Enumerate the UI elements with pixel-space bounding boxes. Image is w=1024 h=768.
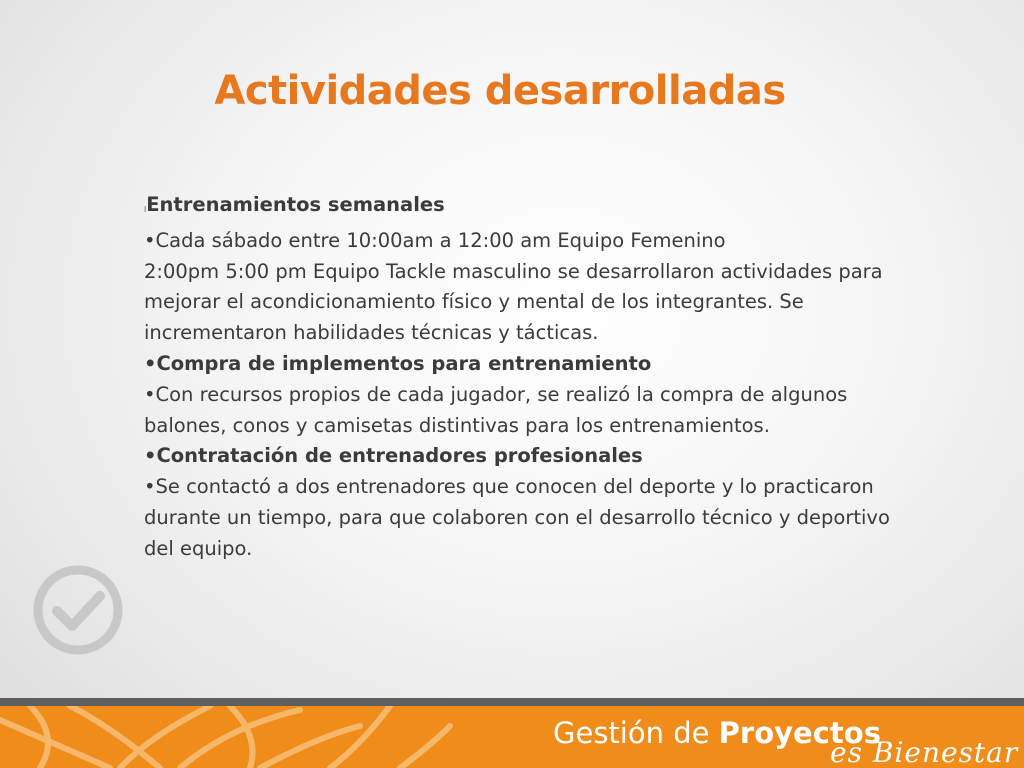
brand-tagline: es Bienestar xyxy=(830,736,1019,768)
check-circle-icon xyxy=(30,562,126,658)
bullet-marker: l xyxy=(144,205,147,214)
footer-bar xyxy=(0,706,1024,768)
section-heading-training xyxy=(144,190,904,226)
brand-prefix: Gestión de xyxy=(553,716,719,750)
brand-strong: Proyectos xyxy=(718,716,881,750)
paragraph-activities: 2:00pm 5:00 pm Equipo Tackle masculino se desarrollaron actividades para mejorar el acondicionamiento físico y mental de los integrantes. Se incrementaron habilidades técnicas y tácticas. xyxy=(144,259,883,345)
section-heading-equipment: •Compra de implementos para entrenamiento xyxy=(144,351,652,375)
paragraph-schedule: •Cada sábado entre 10:00am a 12:00 am Equipo Femenino xyxy=(144,228,726,252)
slide-body xyxy=(144,190,904,565)
heading-training-text: Entrenamientos semanales xyxy=(146,193,445,216)
paragraph-coaches: •Se contactó a dos entrenadores que conocen del deporte y lo practicaron durante un tiempo, para que colaboren con el desarrollo técnico y deportivo del equipo. xyxy=(144,475,890,560)
section-heading-coaches: •Contratación de entrenadores profesionales xyxy=(144,444,643,468)
slide-title: Actividades desarrolladas xyxy=(214,68,786,114)
footer-divider xyxy=(0,698,1024,706)
paragraph-equipment: •Con recursos propios de cada jugador, se realizó la compra de algunos balones, conos y camisetas distintivas para los entrenamientos. xyxy=(144,382,848,437)
